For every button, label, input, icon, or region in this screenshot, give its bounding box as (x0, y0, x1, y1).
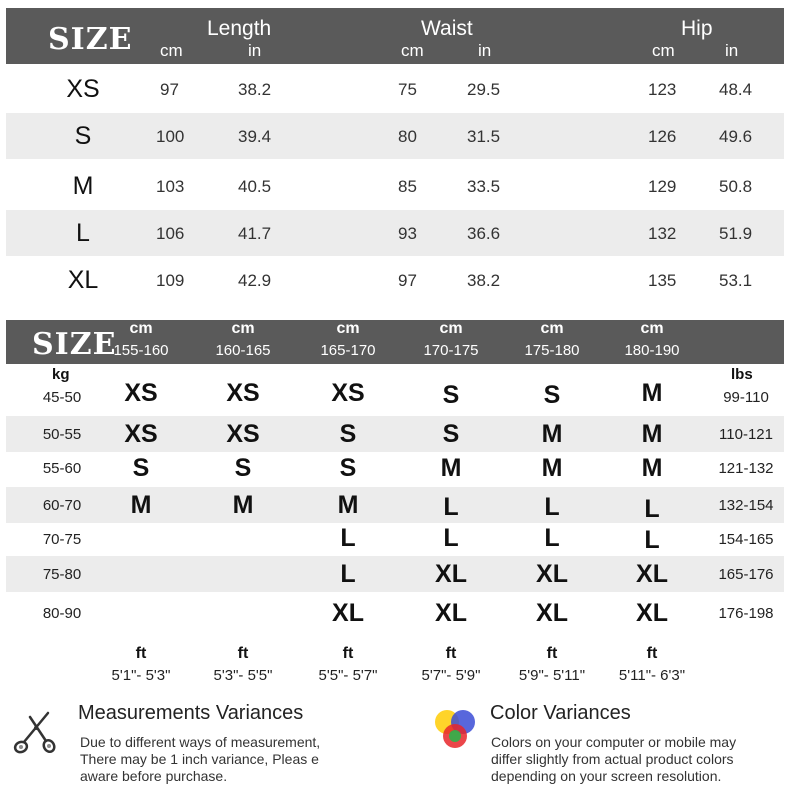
size-cell: XL (536, 560, 568, 588)
size-m-label: M (72, 172, 94, 200)
size-cell: M (440, 454, 462, 482)
waist-cm-value: 93 (398, 224, 417, 243)
waist-cm-header: cm (401, 41, 424, 60)
height-ft-range: 5'3"- 5'5" (213, 667, 273, 684)
weight-lbs-range: 110-121 (719, 426, 773, 443)
length-cm-value: 106 (156, 224, 185, 243)
weight-kg-range: 60-70 (42, 497, 82, 514)
height-cm-range: 155-160 (113, 342, 169, 359)
height-cm-range: 165-170 (320, 342, 376, 359)
size-cell: S (339, 420, 357, 448)
waist-cm-value: 97 (398, 271, 417, 290)
size-cell: XL (636, 560, 668, 588)
waist-in-value: 29.5 (467, 80, 501, 99)
size-cell: L (644, 526, 660, 554)
cm-unit-label: cm (231, 320, 255, 337)
height-cm-range: 170-175 (423, 342, 479, 359)
length-in-value: 42.9 (238, 271, 272, 290)
waist-in-value: 36.6 (467, 224, 501, 243)
weight-kg-range: 45-50 (42, 389, 82, 406)
ft-unit-label: ft (445, 645, 457, 662)
size-cell: L (644, 495, 660, 523)
note-line: differ slightly from actual product colors (491, 751, 734, 767)
length-cm-value: 100 (156, 127, 185, 146)
cm-unit-label: cm (540, 320, 564, 337)
size-cell: L (443, 493, 459, 521)
scissors-icon (10, 707, 60, 757)
hip-in-value: 50.8 (719, 177, 753, 196)
height-ft-range: 5'11"- 6'3" (618, 667, 686, 684)
waist-cm-value: 80 (398, 127, 417, 146)
weight-lbs-range: 154-165 (718, 531, 774, 548)
note-line: There may be 1 inch variance, Pleas e (80, 751, 319, 767)
weight-lbs-range: 99-110 (723, 389, 769, 406)
hip-cm-value: 132 (648, 224, 677, 243)
hip-in-value: 53.1 (719, 271, 753, 290)
size-cell: XS (331, 379, 365, 407)
height-cm-range: 160-165 (215, 342, 271, 359)
height-ft-range: 5'1"- 5'3" (111, 667, 171, 684)
size-logo: SIZE (48, 22, 133, 57)
size-logo: SIZE (32, 327, 117, 362)
lbs-unit-label: lbs (731, 366, 753, 383)
size-cell: M (232, 491, 254, 519)
size-cell: XL (435, 599, 467, 627)
size-cell: XS (226, 379, 260, 407)
waist-in-value: 31.5 (467, 127, 501, 146)
color-wheel-icon (430, 704, 480, 754)
hip-cm-value: 126 (648, 127, 677, 146)
note-line: Due to different ways of measurement, (80, 734, 321, 750)
size-cell: XL (536, 599, 568, 627)
measurements-variances-text (80, 734, 320, 785)
waist-header: Waist (421, 17, 473, 40)
length-header: Length (207, 17, 272, 40)
size-cell: M (337, 491, 359, 519)
waist-cm-value: 75 (398, 80, 417, 99)
size-cell: M (541, 454, 563, 482)
kg-unit-label: kg (52, 366, 70, 383)
size-cell: M (641, 420, 663, 448)
hip-in-value: 49.6 (719, 127, 753, 146)
weight-lbs-range: 165-176 (718, 566, 774, 583)
note-line: Colors on your computer or mobile may (491, 734, 737, 750)
weight-lbs-range: 121-132 (718, 460, 774, 477)
length-in-value: 40.5 (238, 177, 272, 196)
size-cell: M (541, 420, 563, 448)
size-xl-label: XL (67, 266, 99, 294)
size-cell: XS (226, 420, 260, 448)
cm-unit-label: cm (336, 320, 360, 337)
note-line: depending on your screen resolution. (491, 768, 722, 784)
size-cell: XS (124, 379, 158, 407)
size-cell: S (543, 381, 561, 409)
cm-unit-label: cm (640, 320, 664, 337)
hip-in-header: in (725, 41, 739, 60)
cm-unit-label: cm (129, 320, 153, 337)
height-ft-range: 5'7"- 5'9" (421, 667, 481, 684)
length-in-value: 39.4 (238, 127, 272, 146)
weight-kg-range: 55-60 (42, 460, 82, 477)
waist-in-value: 33.5 (467, 177, 501, 196)
height-cm-range: 175-180 (524, 342, 580, 359)
hip-cm-header: cm (652, 41, 675, 60)
size-cell: L (340, 560, 356, 588)
waist-in-value: 38.2 (467, 271, 501, 290)
waist-in-header: in (478, 41, 492, 60)
weight-kg-range: 80-90 (42, 605, 82, 622)
length-in-value: 41.7 (238, 224, 272, 243)
length-cm-value: 109 (156, 271, 185, 290)
weight-kg-range: 50-55 (42, 426, 82, 443)
size-l-label: L (76, 219, 90, 247)
height-cm-range: 180-190 (624, 342, 680, 359)
ft-unit-label: ft (135, 645, 147, 662)
ft-unit-label: ft (342, 645, 354, 662)
hip-header: Hip (681, 17, 713, 40)
weight-lbs-range: 176-198 (718, 605, 774, 622)
size-cell: L (340, 524, 356, 552)
size-cell: XL (332, 599, 364, 627)
length-cm-value: 103 (156, 177, 185, 196)
ft-unit-label: ft (546, 645, 558, 662)
hip-cm-value: 135 (648, 271, 677, 290)
size-cell: S (442, 420, 460, 448)
size-cell: L (443, 524, 459, 552)
size-cell: M (641, 379, 663, 407)
note-line: aware before purchase. (80, 768, 228, 784)
size-cell: XS (124, 420, 158, 448)
cm-unit-label: cm (439, 320, 463, 337)
size-xs-label: XS (66, 75, 100, 103)
size-cell: M (130, 491, 152, 519)
size-cell: S (132, 454, 150, 482)
size-cell: S (339, 454, 357, 482)
length-in-header: in (248, 41, 262, 60)
length-cm-value: 97 (160, 80, 179, 99)
size-cell: L (544, 493, 560, 521)
size-cell: L (544, 524, 560, 552)
ft-unit-label: ft (646, 645, 658, 662)
length-in-value: 38.2 (238, 80, 272, 99)
height-ft-range: 5'9"- 5'11" (518, 667, 586, 684)
size-cell: XL (435, 560, 467, 588)
measurements-variances-title: Measurements Variances (78, 702, 304, 724)
size-s-label: S (74, 122, 92, 150)
hip-in-value: 51.9 (719, 224, 753, 243)
color-variances-title: Color Variances (490, 702, 631, 724)
weight-kg-range: 75-80 (42, 566, 82, 583)
waist-cm-value: 85 (398, 177, 417, 196)
hip-cm-value: 129 (648, 177, 677, 196)
weight-lbs-range: 132-154 (718, 497, 774, 514)
size-cell: XL (636, 599, 668, 627)
color-variances-text (491, 734, 736, 785)
size-cell: S (234, 454, 252, 482)
size-cell: M (641, 454, 663, 482)
weight-kg-range: 70-75 (42, 531, 82, 548)
size-cell: S (442, 381, 460, 409)
hip-in-value: 48.4 (719, 80, 753, 99)
ft-unit-label: ft (237, 645, 249, 662)
hip-cm-value: 123 (648, 80, 677, 99)
length-cm-header: cm (160, 41, 183, 60)
height-ft-range: 5'5"- 5'7" (318, 667, 378, 684)
